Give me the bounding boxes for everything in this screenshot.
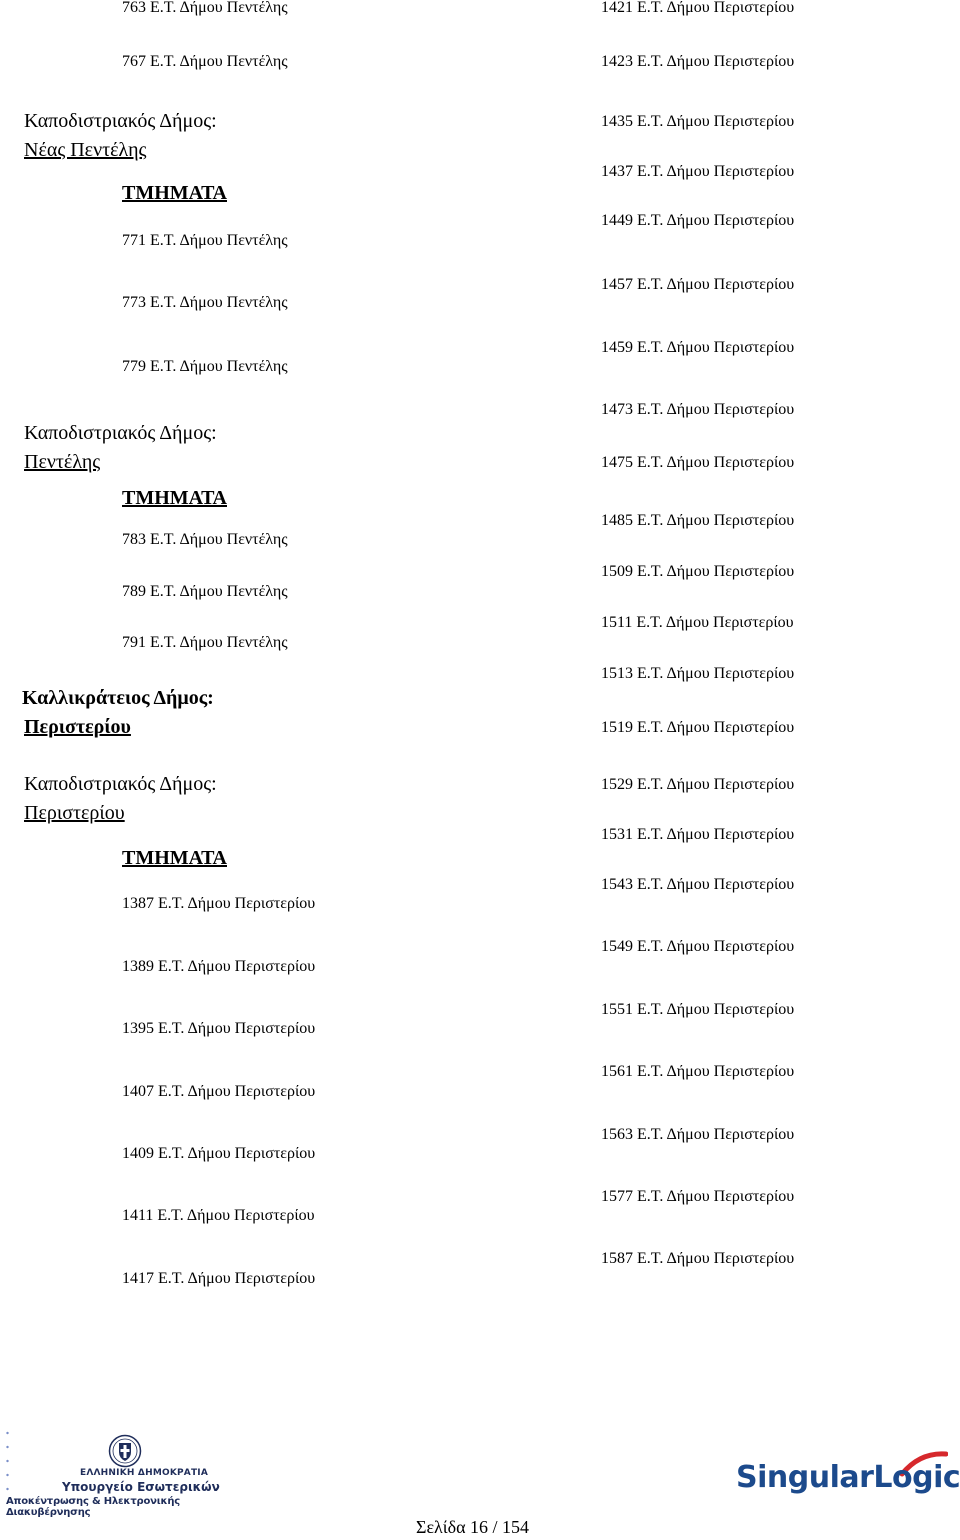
entry-773: 773 Ε.Τ. Δήμου Πεντέλης [122, 294, 288, 311]
section-heading: Καποδιστριακός Δήμος: [24, 110, 217, 132]
entry-1551: 1551 Ε.Τ. Δήμου Περιστερίου [601, 1001, 795, 1018]
entry-1387: 1387 Ε.Τ. Δήμου Περιστερίου [122, 895, 316, 912]
entry-1529: 1529 Ε.Τ. Δήμου Περιστερίου [601, 776, 795, 793]
entry-1587: 1587 Ε.Τ. Δήμου Περιστερίου [601, 1250, 795, 1267]
entry-1389: 1389 Ε.Τ. Δήμου Περιστερίου [122, 958, 316, 975]
company-wordmark: SingularLogic [736, 1460, 960, 1495]
kallikrateios-name: Περιστερίου [24, 716, 131, 738]
ministry-logo [0, 1422, 250, 1518]
entry-1473: 1473 Ε.Τ. Δήμου Περιστερίου [601, 401, 795, 418]
greek-coat-of-arms-icon [108, 1434, 142, 1468]
entry-763: 763 Ε.Τ. Δήμου Πεντέλης [122, 0, 288, 16]
entry-1513: 1513 Ε.Τ. Δήμου Περιστερίου [601, 665, 795, 682]
entry-1561: 1561 Ε.Τ. Δήμου Περιστερίου [601, 1063, 795, 1080]
entry-1509: 1509 Ε.Τ. Δήμου Περιστερίου [601, 563, 795, 580]
kallikrateios-heading: Καλλικράτειος Δήμος: [22, 687, 214, 709]
tmimata-label: ΤΜΗΜΑΤΑ [122, 487, 227, 509]
entry-1457: 1457 Ε.Τ. Δήμου Περιστερίου [601, 276, 795, 293]
tmimata-label: ΤΜΗΜΑΤΑ [122, 847, 227, 869]
municipality-name: Περιστερίου [24, 802, 125, 824]
entry-1531: 1531 Ε.Τ. Δήμου Περιστερίου [601, 826, 795, 843]
singularlogic-logo [736, 1456, 960, 1504]
entry-1409: 1409 Ε.Τ. Δήμου Περιστερίου [122, 1145, 316, 1162]
entry-783: 783 Ε.Τ. Δήμου Πεντέλης [122, 531, 288, 548]
entry-1511: 1511 Ε.Τ. Δήμου Περιστερίου [601, 614, 794, 631]
entry-779: 779 Ε.Τ. Δήμου Πεντέλης [122, 358, 288, 375]
section-heading: Καποδιστριακός Δήμος: [24, 773, 217, 795]
entry-1407: 1407 Ε.Τ. Δήμου Περιστερίου [122, 1083, 316, 1100]
entry-791: 791 Ε.Τ. Δήμου Πεντέλης [122, 634, 288, 651]
ministry-subtitle: Αποκέντρωσης & Ηλεκτρονικής Διακυβέρνησης [6, 1496, 180, 1518]
company-name [736, 1460, 960, 1495]
entry-1485: 1485 Ε.Τ. Δήμου Περιστερίου [601, 512, 795, 529]
entry-771: 771 Ε.Τ. Δήμου Πεντέλης [122, 232, 288, 249]
municipality-name: Πεντέλης [24, 451, 101, 473]
entry-1563: 1563 Ε.Τ. Δήμου Περιστερίου [601, 1126, 795, 1143]
entry-767: 767 Ε.Τ. Δήμου Πεντέλης [122, 53, 288, 70]
entry-1577: 1577 Ε.Τ. Δήμου Περιστερίου [601, 1188, 795, 1205]
entry-1421: 1421 Ε.Τ. Δήμου Περιστερίου [601, 0, 795, 16]
entry-1435: 1435 Ε.Τ. Δήμου Περιστερίου [601, 113, 795, 130]
entry-1549: 1549 Ε.Τ. Δήμου Περιστερίου [601, 938, 795, 955]
entry-1437: 1437 Ε.Τ. Δήμου Περιστερίου [601, 163, 795, 180]
entry-1459: 1459 Ε.Τ. Δήμου Περιστερίου [601, 339, 795, 356]
entry-1449: 1449 Ε.Τ. Δήμου Περιστερίου [601, 212, 795, 229]
municipality-name: Νέας Πεντέλης [24, 139, 147, 161]
entry-789: 789 Ε.Τ. Δήμου Πεντέλης [122, 583, 288, 600]
entry-1411: 1411 Ε.Τ. Δήμου Περιστερίου [122, 1207, 315, 1224]
page-number: Σελίδα 16 / 154 [416, 1517, 530, 1537]
entry-1417: 1417 Ε.Τ. Δήμου Περιστερίου [122, 1270, 316, 1287]
republic-label: ΕΛΛΗΝΙΚΗ ΔΗΜΟΚΡΑΤΙΑ [80, 1468, 209, 1478]
section-heading: Καποδιστριακός Δήμος: [24, 422, 217, 444]
dots-decoration [6, 1426, 9, 1496]
entry-1519: 1519 Ε.Τ. Δήμου Περιστερίου [601, 719, 795, 736]
tmimata-label: ΤΜΗΜΑΤΑ [122, 182, 227, 204]
ministry-name: Υπουργείο Εσωτερικών [62, 1480, 220, 1494]
entry-1543: 1543 Ε.Τ. Δήμου Περιστερίου [601, 876, 795, 893]
entry-1395: 1395 Ε.Τ. Δήμου Περιστερίου [122, 1020, 316, 1037]
entry-1475: 1475 Ε.Τ. Δήμου Περιστερίου [601, 454, 795, 471]
entry-1423: 1423 Ε.Τ. Δήμου Περιστερίου [601, 53, 795, 70]
